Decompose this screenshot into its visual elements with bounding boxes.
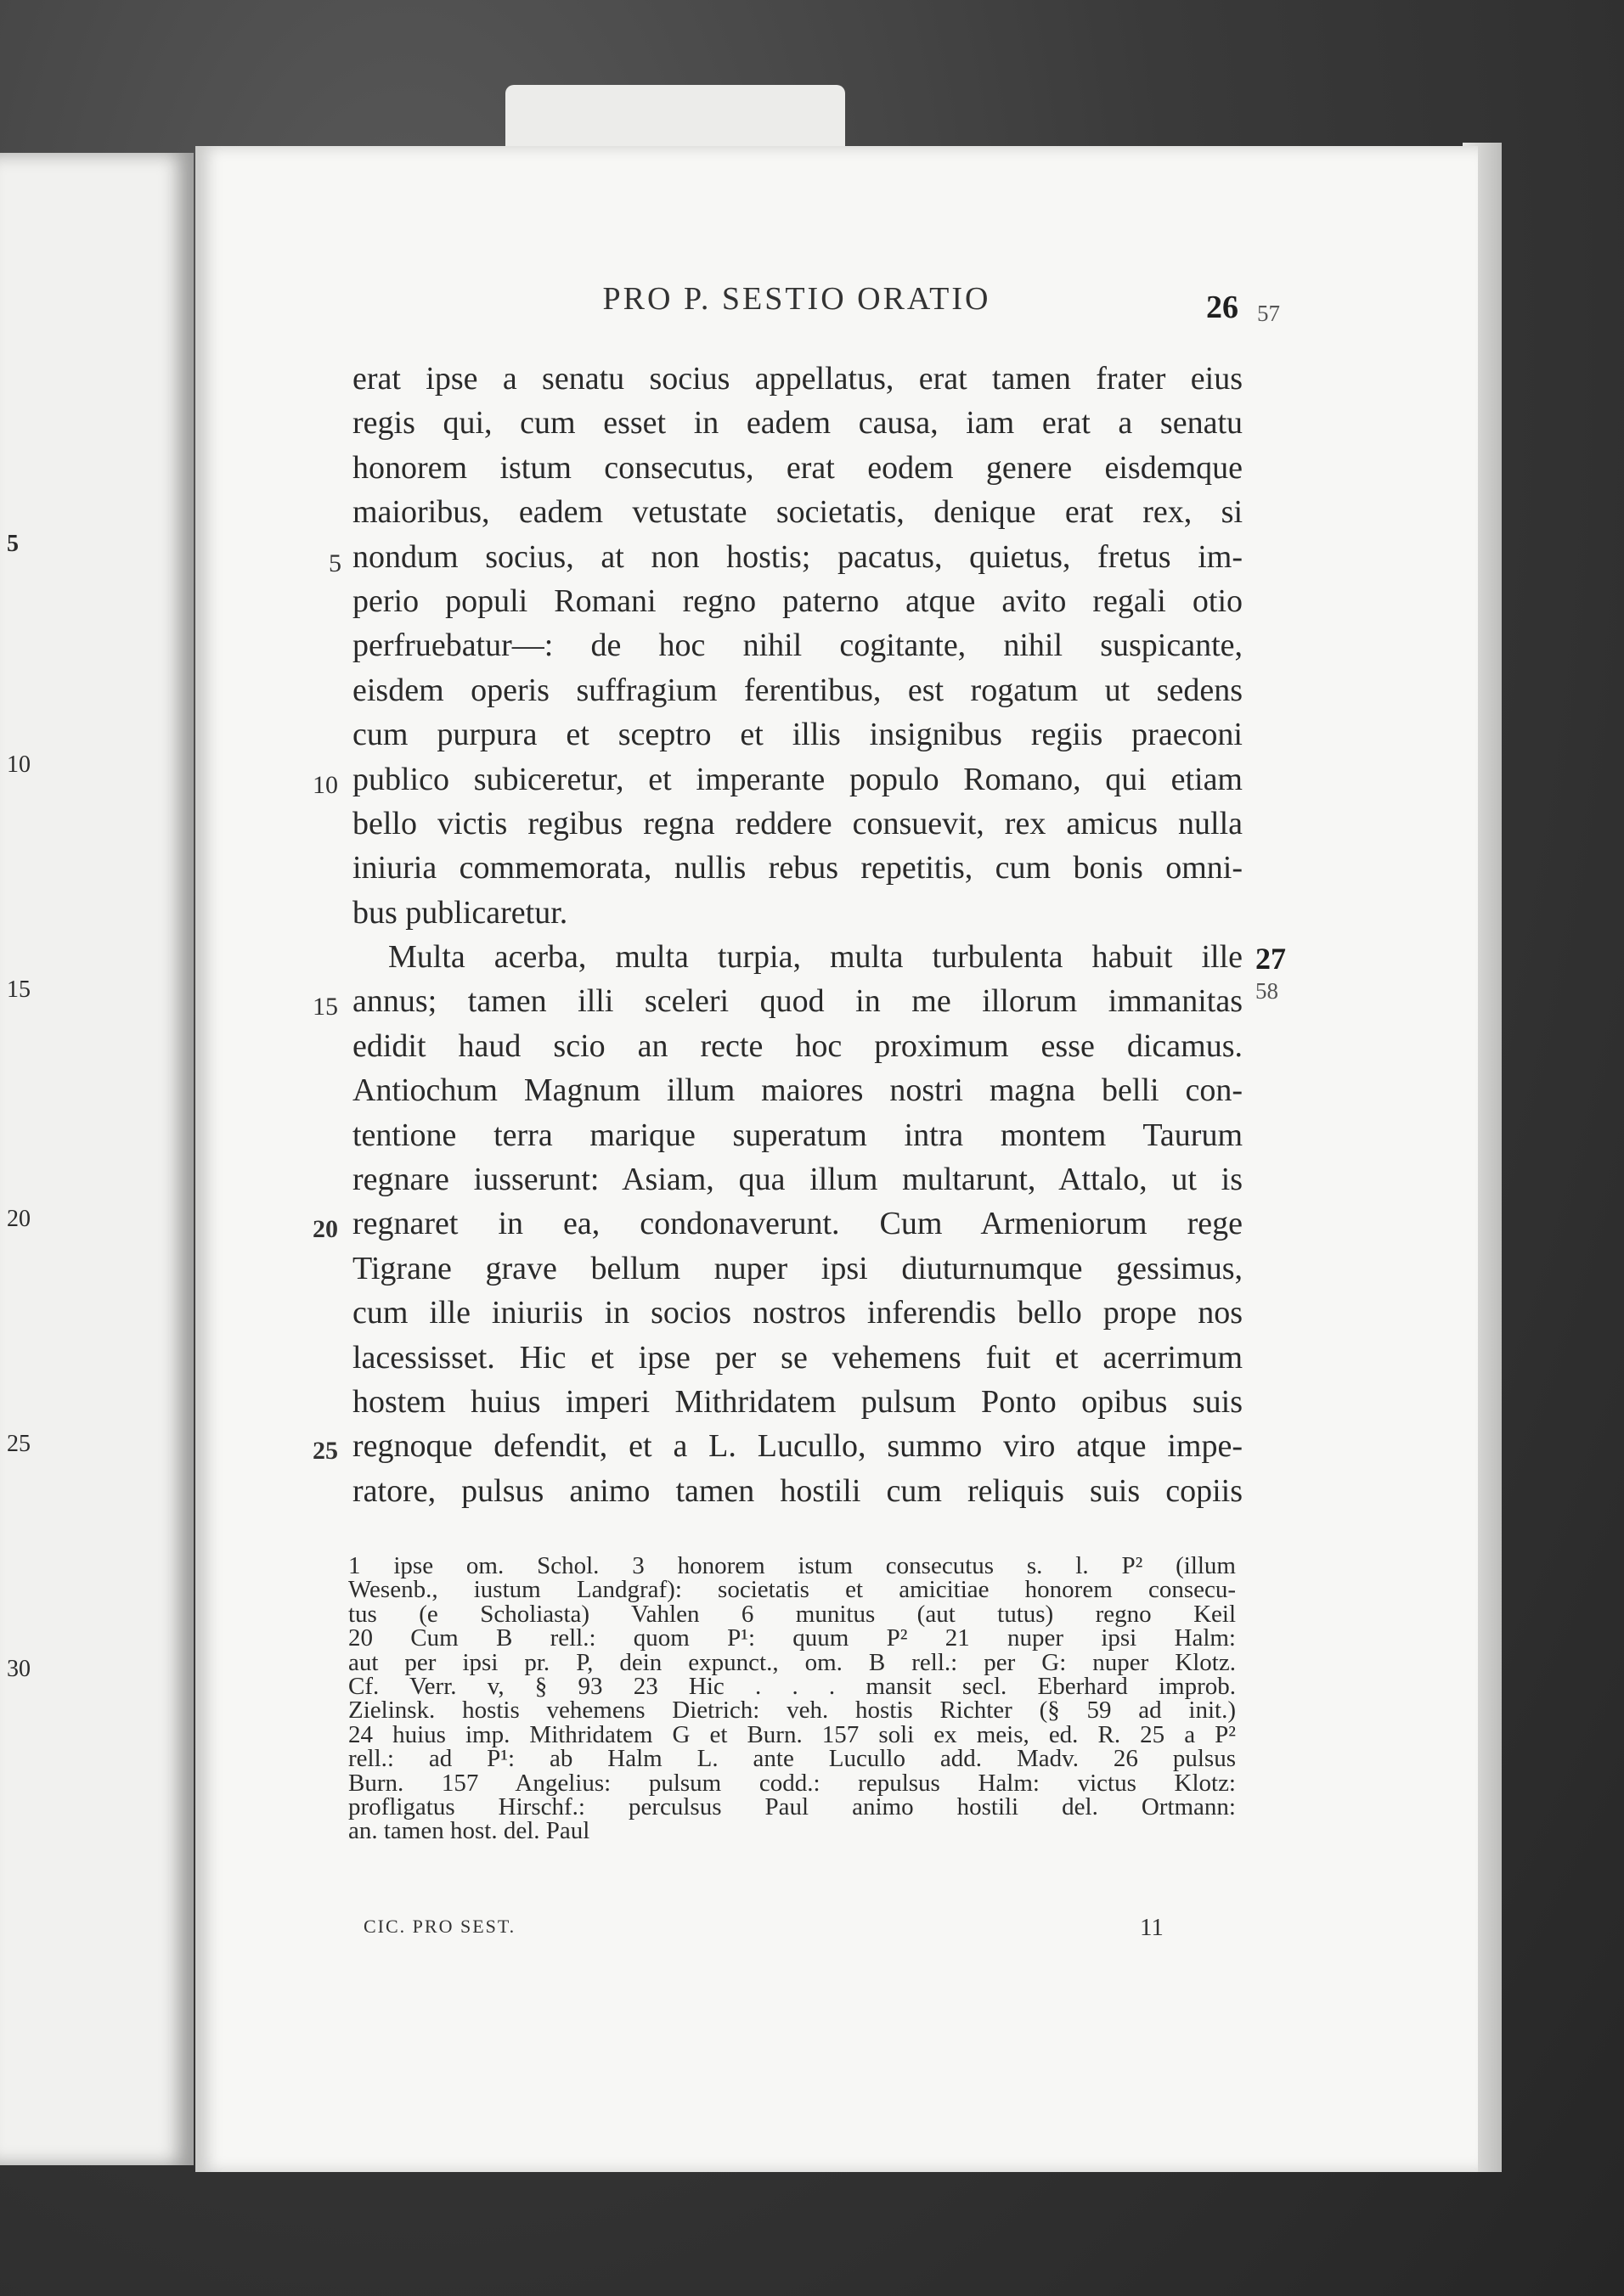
apparatus-line: aut per ipsi pr. P, dein expunct., om. B rell.: per G: nuper Klotz. bbox=[348, 1648, 1236, 1676]
apparatus-line: 1 ipse om. Schol. 3 honorem istum consecutus s. l. P² (illum bbox=[348, 1552, 1236, 1579]
apparatus-line: 24 huius imp. Mithridatem G et Burn. 157 soli ex meis, ed. R. 25 a P² bbox=[348, 1720, 1236, 1748]
text-line: honorem istum consecutus, erat eodem genere eisdemque bbox=[352, 449, 1243, 486]
apparatus-line: Cf. Verr. v, § 93 23 Hic . . . mansit secl. Eberhard improb. bbox=[348, 1673, 1236, 1701]
line-number: 5 bbox=[329, 549, 341, 577]
line-number: 15 bbox=[313, 993, 338, 1021]
apparatus-line: Burn. 157 Angelius: pulsum codd.: repulsus Halm: victus Klotz: bbox=[348, 1769, 1236, 1797]
text-line: hostem huius imperi Mithridatem pulsum Ponto opibus suis bbox=[352, 1383, 1243, 1420]
text-line: regnoque defendit, et a L. Lucullo, summo viro atque impe- bbox=[352, 1428, 1243, 1465]
line-number: 20 bbox=[313, 1215, 338, 1243]
apparatus-line: Wesenb., iustum Landgraf): societatis et amicitiae honorem consecu- bbox=[348, 1576, 1236, 1604]
apparatus-line: 20 Cum B rell.: quom P¹: quum P² 21 nuper ipsi Halm: bbox=[348, 1624, 1236, 1652]
apparatus-line: an. tamen host. del. Paul bbox=[348, 1817, 590, 1845]
text-line: eisdem operis suffragium ferentibus, est rogatum ut sedens bbox=[352, 672, 1243, 708]
section-marker: 27 bbox=[1255, 942, 1286, 976]
text-line: regis qui, cum esset in eadem causa, iam erat a senatu bbox=[352, 405, 1243, 442]
left-line-number: 30 bbox=[7, 1656, 31, 1682]
apparatus-line: rell.: ad P¹: ab Halm L. ante Lucullo add. Madv. 26 pulsus bbox=[348, 1745, 1236, 1773]
text-line: erat ipse a senatu socius appellatus, erat tamen frater eius bbox=[352, 361, 1243, 397]
apparatus-line: tus (e Scholiasta) Vahlen 6 munitus (aut tutus) regno Keil bbox=[348, 1600, 1236, 1628]
running-head: PRO P. SESTIO ORATIO bbox=[602, 281, 991, 317]
left-page bbox=[0, 153, 194, 2165]
text-line: regnare iusserunt: Asiam, qua illum multarunt, Attalo, ut is bbox=[352, 1162, 1243, 1198]
text-line: perio populi Romani regno paterno atque avito regali otio bbox=[352, 582, 1243, 619]
page-number: 26 bbox=[1206, 290, 1238, 325]
section-number: 57 bbox=[1257, 301, 1280, 326]
left-margin-line-numbers bbox=[0, 153, 68, 2165]
line-number: 25 bbox=[313, 1437, 338, 1465]
text-line: nondum socius, at non hostis; pacatus, quietus, fretus im- bbox=[352, 538, 1243, 575]
text-line: lacessisset. Hic et ipse per se vehemens fuit et acerrimum bbox=[352, 1339, 1243, 1376]
line-number: 10 bbox=[313, 771, 338, 799]
signature-number: 11 bbox=[1140, 1914, 1164, 1941]
bookmark-tab bbox=[505, 85, 845, 153]
text-line: maioribus, eadem vetustate societatis, denique erat rex, si bbox=[352, 494, 1243, 531]
main-text bbox=[352, 357, 1243, 1513]
library-stamp bbox=[786, 1966, 1244, 2102]
text-line: tentione terra marique superatum intra montem Taurum bbox=[352, 1117, 1243, 1153]
critical-apparatus bbox=[348, 1554, 1236, 1843]
text-line: iniuria commemorata, nullis rebus repetitis, cum bonis omni- bbox=[352, 850, 1243, 886]
text-line: cum purpura et sceptro et illis insignibus regiis praeconi bbox=[352, 717, 1243, 753]
signature-mark: CIC. PRO SEST. bbox=[364, 1916, 516, 1937]
text-line: ratore, pulsus animo tamen hostili cum reliquis suis copiis bbox=[352, 1472, 1243, 1509]
left-line-number: 10 bbox=[7, 751, 31, 778]
text-line: Tigrane grave bellum nuper ipsi diuturnumque gessimus, bbox=[352, 1250, 1243, 1286]
text-line: bello victis regibus regna reddere consuevit, rex amicus nulla bbox=[352, 805, 1243, 841]
text-line: annus; tamen illi sceleri quod in me illorum immanitas bbox=[352, 983, 1243, 1020]
text-line: Multa acerba, multa turpia, multa turbulenta habuit ille bbox=[388, 939, 1243, 976]
subsection-marker: 58 bbox=[1255, 978, 1278, 1004]
left-line-number: 5 bbox=[7, 531, 19, 557]
text-line: cum ille iniuriis in socios nostros inferendis bello prope nos bbox=[352, 1295, 1243, 1331]
text-line: regnaret in ea, condonaverunt. Cum Armeniorum rege bbox=[352, 1206, 1243, 1242]
left-line-number: 25 bbox=[7, 1431, 31, 1457]
text-line: edidit haud scio an recte hoc proximum esse dicamus. bbox=[352, 1027, 1243, 1064]
apparatus-line: Zielinsk. hostis vehemens Dietrich: veh. hostis Richter (§ 59 ad init.) bbox=[348, 1697, 1236, 1725]
text-line: bus publicaretur. bbox=[352, 894, 568, 931]
text-line: publico subiceretur, et imperante populo Romano, qui etiam bbox=[352, 761, 1243, 797]
text-line: Antiochum Magnum illum maiores nostri magna belli con- bbox=[352, 1072, 1243, 1109]
left-line-number: 20 bbox=[7, 1206, 31, 1232]
apparatus-line: profligatus Hirschf.: perculsus Paul animo hostili del. Ortmann: bbox=[348, 1793, 1236, 1821]
left-line-number: 15 bbox=[7, 976, 31, 1003]
text-line: perfruebatur—: de hoc nihil cogitante, nihil suspicante, bbox=[352, 627, 1243, 664]
